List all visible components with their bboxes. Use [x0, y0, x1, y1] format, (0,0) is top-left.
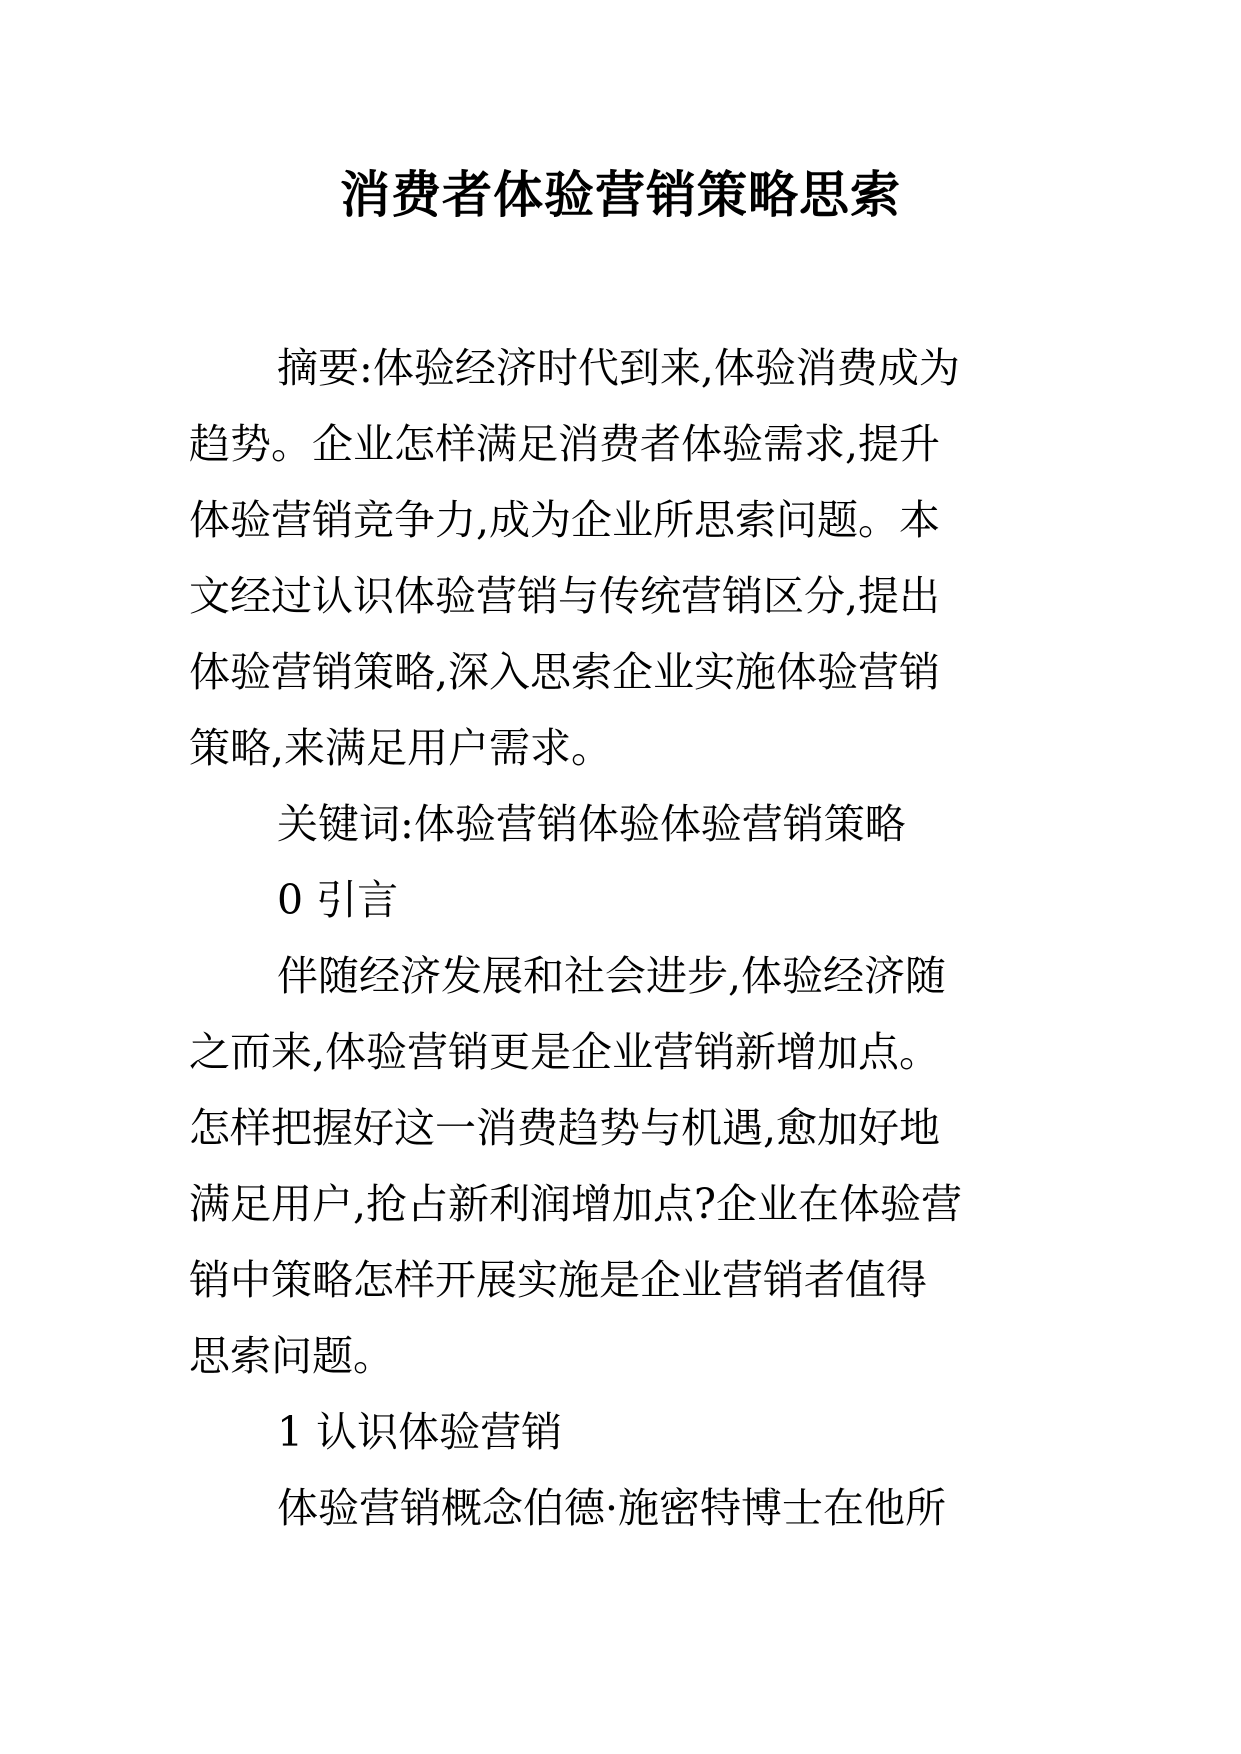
- keywords-line: 关键词:体验营销体验体验营销策略: [277, 800, 906, 848]
- introduction-line: 满足用户,抢占新利润增加点?企业在体验营: [189, 1180, 963, 1228]
- document-title: 消费者体验营销策略思索: [340, 165, 901, 224]
- section1-paragraph: [189, 1470, 1065, 1546]
- document-body: [189, 330, 1065, 1546]
- introduction-line: 怎样把握好这一消费趋势与机遇,愈加好地: [189, 1104, 941, 1152]
- introduction-line: 销中策略怎样开展实施是企业营销者值得: [189, 1256, 927, 1304]
- section1-line: 体验营销概念伯德·施密特博士在他所: [277, 1484, 947, 1532]
- introduction-paragraph: [189, 938, 1065, 1394]
- introduction-line: 思索问题。: [189, 1332, 394, 1380]
- abstract-line: 摘要:体验经济时代到来,体验消费成为: [277, 344, 960, 392]
- abstract-line: 策略,来满足用户需求。: [189, 724, 613, 772]
- abstract-line: 体验营销策略,深入思索企业实施体验营销: [189, 648, 941, 696]
- introduction-line: 伴随经济发展和社会进步,体验经济随: [277, 952, 947, 1000]
- abstract-paragraph: [189, 330, 1065, 786]
- section-heading-introduction: 0 引言: [277, 876, 399, 924]
- abstract-line: 趋势。企业怎样满足消费者体验需求,提升: [189, 420, 941, 468]
- introduction-line: 之而来,体验营销更是企业营销新增加点。: [189, 1028, 941, 1076]
- abstract-line: 体验营销竞争力,成为企业所思索问题。本: [189, 496, 941, 544]
- abstract-line: 文经过认识体验营销与传统营销区分,提出: [189, 572, 941, 620]
- section-heading-understanding: 1 认识体验营销: [277, 1408, 563, 1456]
